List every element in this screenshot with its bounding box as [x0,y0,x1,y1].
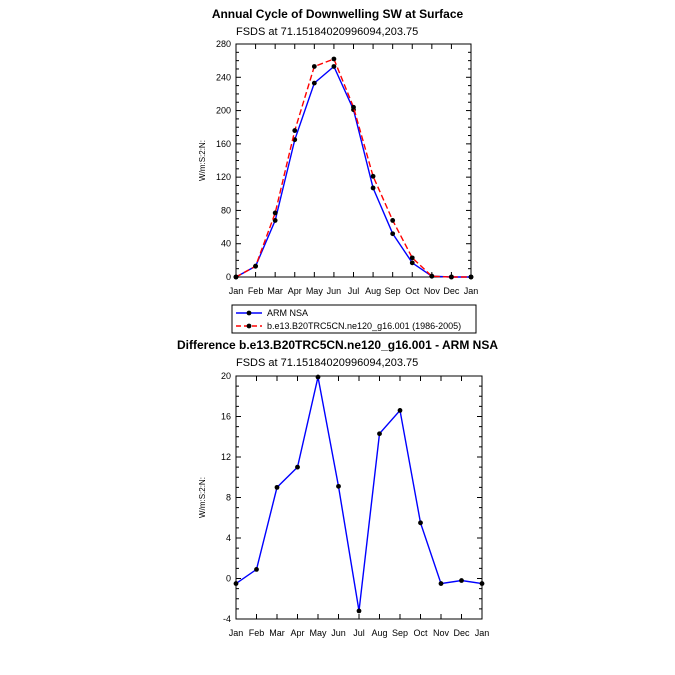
chart-1-y-tick-label: 160 [215,138,231,149]
chart-1-series-2-point [273,211,278,216]
chart-1-series-1-point [312,81,317,86]
chart-1-series-2-point [410,255,415,260]
chart-2-y-tick-label: 8 [225,492,231,503]
chart-2-y-axis-label: W/m:S:2:N: [198,477,207,518]
chart-2-y-tick-label: 0 [225,573,231,584]
chart-1-series-2-point [312,64,317,69]
chart-1-series-2-point [469,275,474,280]
chart-1-x-tick-label: Oct [405,286,420,296]
chart-1-series-2-point [429,274,434,279]
chart-1-series-1-point [410,260,415,265]
chart-1-y-tick-label: 80 [220,205,231,216]
chart-2-series-1-point [357,609,362,614]
chart-1-x-tick-label: Mar [267,286,283,296]
chart-2-x-tick-label: May [309,628,327,638]
legend-marker-2 [247,324,252,329]
chart-1-y-axis-label: W/m:S:2:N: [198,140,207,181]
chart-2-series-1-line [236,377,482,611]
chart-1-series-2-point [292,128,297,133]
chart-1-y-tick-label: 120 [215,172,231,183]
chart-2-series-1-point [336,484,341,489]
chart-1-series-2-point [449,275,454,280]
chart-1-subtitle: FSDS at 71.15184020996094,203.75 [236,26,419,38]
chart-2-x-tick-label: Aug [371,628,388,638]
chart-1-x-tick-label: Jul [347,286,360,296]
chart-1-series-1-point [371,186,376,191]
chart-2-y-tick-label: 4 [225,533,231,543]
chart-2-y-tick-label: -4 [222,614,231,624]
chart-2-series-1-point [295,465,300,470]
chart-2-x-tick-label: Jun [331,628,346,638]
chart-1-x-tick-label: Jan [228,286,244,296]
chart-1-x-tick-label: Aug [365,286,382,296]
chart-1-y-tick-label: 240 [215,72,231,83]
legend-label-1: ARM NSA [267,308,309,318]
chart-1-y-tick-label: 280 [215,39,231,49]
chart-2-y-tick-label: 20 [220,371,231,381]
legend-marker-1 [247,311,252,316]
chart-2-series-1-point [377,431,382,436]
chart-1-x-tick-label: Jun [326,286,342,296]
chart-2-series-1-point [418,520,423,525]
chart-1-y-tick-label: 200 [215,105,231,116]
chart-2-series-1-point [459,578,464,583]
chart-1-series-2-point [332,57,337,62]
chart-1-series-1-line [236,67,471,278]
chart-2-x-tick-label: Nov [432,628,450,638]
chart-2-x-tick-label: Jan [474,628,490,638]
chart-1-x-tick-label: Apr [287,286,302,296]
chart-2-y-tick-label: 12 [220,452,231,462]
chart-1-series-2-line [236,59,471,277]
chart-2-series-1-point [254,567,259,572]
chart-2-x-tick-label: Feb [248,628,265,638]
chart-2-series-1-point [439,581,444,586]
chart-2-series-1-point [275,485,280,490]
chart-1-series-2-point [234,275,239,280]
chart-2-x-tick-label: Sep [391,628,409,638]
chart-1-x-tick-label: Sep [384,286,401,296]
chart-1-x-tick-label: Jan [463,286,479,296]
chart-1-y-tick-label: 40 [220,238,231,249]
chart-1-x-tick-label: May [305,286,323,296]
chart-1-x-tick-label: Dec [443,286,460,296]
chart-2-x-tick-label: Jul [353,628,365,638]
chart-2-series-1-point [234,581,239,586]
chart-2-subtitle: FSDS at 71.15184020996094,203.75 [236,357,419,369]
chart-2-x-tick-label: Apr [290,628,305,638]
chart-1-x-tick-label: Feb [247,286,264,296]
chart-1-series-2-point [390,218,395,223]
chart-2-series-1-point [480,581,485,586]
chart-2-x-tick-label: Dec [453,628,470,638]
chart-1-series-1-point [390,231,395,236]
chart-1-x-tick-label: Nov [423,286,440,296]
chart-2-title: Difference b.e13.B20TRC5CN.ne120_g16.001 - ARM NSA [176,338,498,352]
chart-1-series-2-point [253,264,258,269]
chart-2-x-tick-label: Jan [228,628,244,638]
chart-2-series-1-point [398,408,403,413]
legend-label-2: b.e13.B20TRC5CN.ne120_g16.001 (1986-2005) [267,321,462,331]
chart-2-series-1-point [316,375,321,380]
chart-2-x-tick-label: Mar [269,628,285,638]
chart-1-title: Annual Cycle of Downwelling SW at Surface [211,7,464,21]
chart-1-y-tick-label: 0 [225,272,231,282]
chart-2-x-tick-label: Oct [413,628,428,638]
chart-2-y-tick-label: 16 [220,411,231,422]
chart-1-series-2-point [351,105,356,110]
chart-1-series-2-point [371,174,376,179]
chart-1-plot-frame [236,44,471,277]
